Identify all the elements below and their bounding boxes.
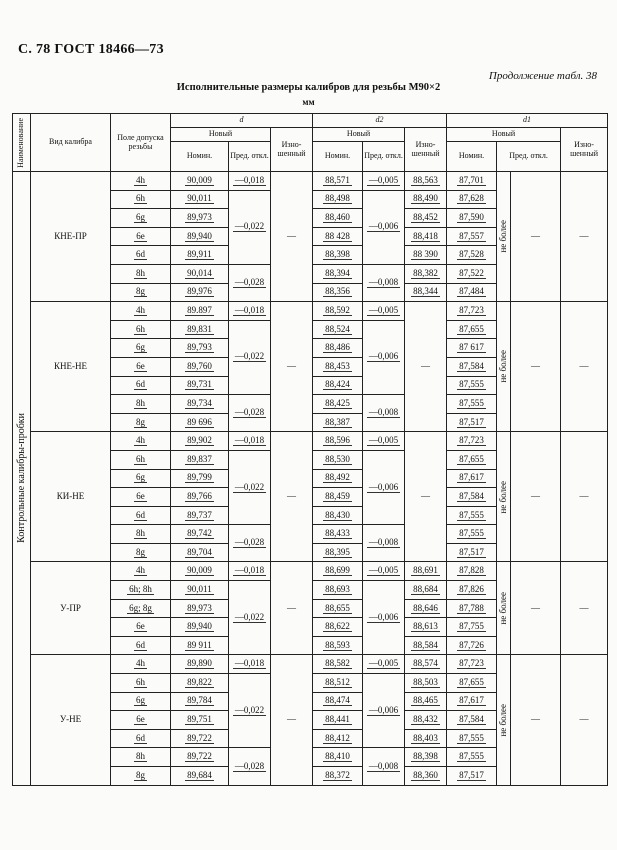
- tolerance-cell: 6e: [111, 357, 171, 376]
- d2-worn-cell: 88,574: [405, 655, 447, 674]
- d-deviation-cell: —0,018: [229, 432, 271, 451]
- d1-nominal-cell: 87,726: [447, 636, 497, 655]
- d1-nominal-cell: 87,723: [447, 655, 497, 674]
- d1-nominal-cell: 87,584: [447, 711, 497, 730]
- d2-worn-cell: 88,684: [405, 581, 447, 600]
- d2-nominal-cell: 88,430: [313, 506, 363, 525]
- d2-nominal-cell: 88,474: [313, 692, 363, 711]
- d2-worn-cell: 88,403: [405, 729, 447, 748]
- tolerance-cell: 6h: [111, 190, 171, 209]
- tolerance-cell: 6g; 8g: [111, 599, 171, 618]
- max-cell: [497, 562, 511, 655]
- d-worn-cell: —: [271, 302, 313, 432]
- tolerance-cell: 4h: [111, 562, 171, 581]
- d-deviation-cell: —0,028: [229, 525, 271, 562]
- tolerance-cell: 6g: [111, 339, 171, 358]
- d1-nominal-cell: 87,655: [447, 320, 497, 339]
- d1-nominal-cell: 87,555: [447, 748, 497, 767]
- d1-new-header: Новый: [447, 128, 561, 142]
- d1-nominal-cell: 87,584: [447, 357, 497, 376]
- d-nominal-cell: 89,734: [171, 395, 229, 414]
- d1-nominal-cell: 87,617: [447, 469, 497, 488]
- d-nominal-cell: 89,760: [171, 357, 229, 376]
- d-nominal-cell: 89,731: [171, 376, 229, 395]
- d2-nominal-cell: 88,425: [313, 395, 363, 414]
- d2-new-header: Новый: [313, 128, 405, 142]
- col-d1-header: d1: [447, 114, 608, 128]
- d2-worn-cell: 88,563: [405, 172, 447, 191]
- col-tol-header: Поле допуска резьбы: [111, 114, 171, 172]
- d1-nominal-cell: 87,517: [447, 767, 497, 786]
- d-nominal-cell: 89,973: [171, 599, 229, 618]
- d2-nominal-cell: 88,356: [313, 283, 363, 302]
- d2-deviation-cell: —0,006: [363, 674, 405, 748]
- d1-nominal-cell: 87,528: [447, 246, 497, 265]
- d1-deviation-cell: —: [511, 432, 561, 562]
- d1-nominal-cell: 87,628: [447, 190, 497, 209]
- tolerance-cell: 4h: [111, 302, 171, 321]
- d2-nominal-cell: 88,530: [313, 450, 363, 469]
- d1-nominal-cell: 87,617: [447, 692, 497, 711]
- d2-worn-cell: 88,465: [405, 692, 447, 711]
- d2-worn-cell: —: [405, 302, 447, 432]
- d2-deviation-cell: —0,006: [363, 320, 405, 394]
- d2-worn-cell: 88,691: [405, 562, 447, 581]
- d1-deviation-cell: —: [511, 562, 561, 655]
- d-deviation-cell: —0,022: [229, 674, 271, 748]
- gauge-type-cell: КНЕ-ПР: [31, 172, 111, 302]
- tolerance-cell: 6h: [111, 320, 171, 339]
- table-row: [13, 655, 608, 674]
- d-nominal-cell: 89,837: [171, 450, 229, 469]
- d1-deviation-cell: —: [511, 655, 561, 785]
- d1-nominal-cell: 87,555: [447, 376, 497, 395]
- d-deviation-cell: —0,018: [229, 172, 271, 191]
- d1-nominal-cell: 87,555: [447, 525, 497, 544]
- d2-deviation-cell: —0,005: [363, 172, 405, 191]
- d-worn-cell: —: [271, 562, 313, 655]
- d1-worn-cell: —: [561, 432, 608, 562]
- d2-worn-cell: 88,613: [405, 618, 447, 637]
- max-cell: [497, 172, 511, 302]
- tolerance-cell: 6e: [111, 618, 171, 637]
- d-nominal-cell: 89,831: [171, 320, 229, 339]
- d1-nominal-cell: 87,826: [447, 581, 497, 600]
- d2-worn-cell: —: [405, 432, 447, 562]
- max-cell: [497, 432, 511, 562]
- tolerance-cell: 6h; 8h: [111, 581, 171, 600]
- d1-nominal-cell: 87,701: [447, 172, 497, 191]
- d2-deviation-cell: —0,008: [363, 748, 405, 785]
- d1-nominal-cell: 87,517: [447, 543, 497, 562]
- d2-worn-cell: 88,503: [405, 674, 447, 693]
- d1-nominal-cell: 87,555: [447, 506, 497, 525]
- d-deviation-cell: —0,028: [229, 395, 271, 432]
- d-nominal-cell: 90,009: [171, 562, 229, 581]
- max-cell: [497, 655, 511, 785]
- d2-worn-cell: 88,398: [405, 748, 447, 767]
- d1-worn-cell: —: [561, 562, 608, 655]
- d-nominal-cell: 89,976: [171, 283, 229, 302]
- d1-nominal-cell: 87,557: [447, 227, 497, 246]
- d2-worn-header: Изно-шенный: [405, 128, 447, 172]
- d1-nominal-cell: 87,655: [447, 674, 497, 693]
- d1-deviation-cell: —: [511, 172, 561, 302]
- tolerance-cell: 8h: [111, 264, 171, 283]
- d2-nominal-cell: 88,459: [313, 488, 363, 507]
- gauge-type-cell: КНЕ-НЕ: [31, 302, 111, 432]
- d-nominal-cell: 89,940: [171, 227, 229, 246]
- d2-worn-cell: 88 390: [405, 246, 447, 265]
- tolerance-cell: 4h: [111, 172, 171, 191]
- gauge-type-cell: У-НЕ: [31, 655, 111, 785]
- d2-dev-header: Пред. откл.: [363, 142, 405, 172]
- tolerance-cell: 6g: [111, 692, 171, 711]
- d2-deviation-cell: —0,005: [363, 432, 405, 451]
- d2-nominal-cell: 88,410: [313, 748, 363, 767]
- d2-deviation-cell: —0,006: [363, 190, 405, 264]
- d-nominal-cell: 89,684: [171, 767, 229, 786]
- d-nominal-cell: 89,722: [171, 729, 229, 748]
- d2-nominal-cell: 88,492: [313, 469, 363, 488]
- d-worn-header: Изно-шенный: [271, 128, 313, 172]
- tolerance-cell: 6e: [111, 227, 171, 246]
- d1-nominal-cell: 87,517: [447, 413, 497, 432]
- d2-nominal-cell: 88,622: [313, 618, 363, 637]
- d2-nominal-cell: 88,486: [313, 339, 363, 358]
- d2-deviation-cell: —0,005: [363, 302, 405, 321]
- tolerance-cell: 6h: [111, 674, 171, 693]
- d-nominal-cell: 89 911: [171, 636, 229, 655]
- d-nominal-cell: 90,011: [171, 190, 229, 209]
- d-new-header: Новый: [171, 128, 271, 142]
- col-d2-header: d2: [313, 114, 447, 128]
- d-nominal-cell: 89,737: [171, 506, 229, 525]
- d2-worn-cell: 88,382: [405, 264, 447, 283]
- tolerance-cell: 6d: [111, 376, 171, 395]
- tolerance-cell: 6g: [111, 209, 171, 228]
- d1-nom-header: Номин.: [447, 142, 497, 172]
- d-nominal-cell: 89,799: [171, 469, 229, 488]
- d2-nominal-cell: 88,453: [313, 357, 363, 376]
- table-body: [13, 172, 608, 786]
- d-nominal-cell: 89,742: [171, 525, 229, 544]
- d-deviation-cell: —0,018: [229, 562, 271, 581]
- d-deviation-cell: —0,018: [229, 302, 271, 321]
- col-name-header: Наименование: [13, 114, 31, 172]
- d2-worn-cell: 88,418: [405, 227, 447, 246]
- d2-worn-cell: 88,646: [405, 599, 447, 618]
- d2-nominal-cell: 88,441: [313, 711, 363, 730]
- gauge-type-cell: У-ПР: [31, 562, 111, 655]
- d2-deviation-cell: —0,006: [363, 450, 405, 524]
- d-deviation-cell: —0,022: [229, 190, 271, 264]
- d-nominal-cell: 89,766: [171, 488, 229, 507]
- d-nom-header: Номин.: [171, 142, 229, 172]
- d2-worn-cell: 88,452: [405, 209, 447, 228]
- d-nominal-cell: 89,704: [171, 543, 229, 562]
- d1-worn-header: Изно-шенный: [561, 128, 608, 172]
- tolerance-cell: 6d: [111, 729, 171, 748]
- d2-deviation-cell: —0,005: [363, 562, 405, 581]
- max-label: не более: [497, 220, 508, 253]
- d2-nominal-cell: 88,596: [313, 432, 363, 451]
- tolerance-cell: 8h: [111, 525, 171, 544]
- d2-worn-cell: 88,432: [405, 711, 447, 730]
- d-nominal-cell: 89,822: [171, 674, 229, 693]
- d1-nominal-cell: 87 617: [447, 339, 497, 358]
- d2-deviation-cell: —0,008: [363, 395, 405, 432]
- d2-nominal-cell: 88,524: [313, 320, 363, 339]
- d1-nominal-cell: 87,522: [447, 264, 497, 283]
- d-nominal-cell: 89,911: [171, 246, 229, 265]
- tolerance-cell: 8g: [111, 543, 171, 562]
- d1-worn-cell: —: [561, 302, 608, 432]
- d1-nominal-cell: 87,484: [447, 283, 497, 302]
- d-nominal-cell: 90,009: [171, 172, 229, 191]
- d2-nominal-cell: 88,387: [313, 413, 363, 432]
- d1-nominal-cell: 87,755: [447, 618, 497, 637]
- tolerance-cell: 8h: [111, 395, 171, 414]
- tolerance-cell: 8g: [111, 283, 171, 302]
- d-nominal-cell: 89,940: [171, 618, 229, 637]
- d1-nominal-cell: 87,723: [447, 432, 497, 451]
- tolerance-cell: 6d: [111, 506, 171, 525]
- d2-nominal-cell: 88,593: [313, 636, 363, 655]
- d2-worn-cell: 88,344: [405, 283, 447, 302]
- d2-worn-cell: 88,490: [405, 190, 447, 209]
- d2-nominal-cell: 88 428: [313, 227, 363, 246]
- d1-nominal-cell: 87,723: [447, 302, 497, 321]
- d2-deviation-cell: —0,008: [363, 525, 405, 562]
- d1-nominal-cell: 87,555: [447, 729, 497, 748]
- page-header: С. 78 ГОСТ 18466—73: [18, 42, 164, 57]
- max-label: не более: [497, 480, 508, 514]
- d2-nominal-cell: 88,394: [313, 264, 363, 283]
- tolerance-cell: 8h: [111, 748, 171, 767]
- d2-nominal-cell: 88,699: [313, 562, 363, 581]
- d-nominal-cell: 90,014: [171, 264, 229, 283]
- d1-deviation-cell: —: [511, 302, 561, 432]
- d2-nominal-cell: 88,571: [313, 172, 363, 191]
- d2-worn-cell: 88,584: [405, 636, 447, 655]
- d2-nominal-cell: 88,395: [313, 543, 363, 562]
- d-worn-cell: —: [271, 172, 313, 302]
- table-title: Исполнительные размеры калибров для резьбы М90×2: [176, 82, 441, 93]
- d2-nominal-cell: 88,433: [313, 525, 363, 544]
- col-type-header: Вид калибра: [31, 114, 111, 172]
- d1-nominal-cell: 87,584: [447, 488, 497, 507]
- table-row: [13, 432, 608, 451]
- table-row: [13, 562, 608, 581]
- gauge-type-cell: КИ-НЕ: [31, 432, 111, 562]
- table-row: [13, 172, 608, 191]
- d-nominal-cell: 89,890: [171, 655, 229, 674]
- max-label: не более: [497, 703, 508, 737]
- col-d-header: d: [171, 114, 313, 128]
- d-nominal-cell: 89 696: [171, 413, 229, 432]
- d-nominal-cell: 89,784: [171, 692, 229, 711]
- tolerance-cell: 6d: [111, 246, 171, 265]
- d2-deviation-cell: —0,006: [363, 581, 405, 655]
- d1-nominal-cell: 87,555: [447, 395, 497, 414]
- max-label: не более: [497, 592, 508, 625]
- d1-worn-cell: —: [561, 172, 608, 302]
- d2-nominal-cell: 88,693: [313, 581, 363, 600]
- d-worn-cell: —: [271, 655, 313, 785]
- d2-nominal-cell: 88,460: [313, 209, 363, 228]
- d2-nominal-cell: 88,498: [313, 190, 363, 209]
- d2-worn-cell: 88,360: [405, 767, 447, 786]
- d2-nominal-cell: 88,372: [313, 767, 363, 786]
- tolerance-cell: 4h: [111, 655, 171, 674]
- d2-nominal-cell: 88,582: [313, 655, 363, 674]
- d-nominal-cell: 89.897: [171, 302, 229, 321]
- d1-worn-cell: —: [561, 655, 608, 785]
- max-cell: [497, 302, 511, 432]
- d-deviation-cell: —0,022: [229, 450, 271, 524]
- d-nominal-cell: 90,011: [171, 581, 229, 600]
- tolerance-cell: 8g: [111, 767, 171, 786]
- d2-nominal-cell: 88,592: [313, 302, 363, 321]
- d1-dev-header: Пред. откл.: [497, 142, 561, 172]
- d-deviation-cell: —0,022: [229, 320, 271, 394]
- d2-nominal-cell: 88,512: [313, 674, 363, 693]
- d2-deviation-cell: —0,008: [363, 264, 405, 301]
- d-nominal-cell: 89,722: [171, 748, 229, 767]
- max-label: не более: [497, 350, 508, 383]
- d1-nominal-cell: 87,788: [447, 599, 497, 618]
- tolerance-cell: 6g: [111, 469, 171, 488]
- d-deviation-cell: —0,018: [229, 655, 271, 674]
- tolerance-cell: 6d: [111, 636, 171, 655]
- d2-nominal-cell: 88,655: [313, 599, 363, 618]
- d2-nom-header: Номин.: [313, 142, 363, 172]
- d1-nominal-cell: 87,590: [447, 209, 497, 228]
- d-nominal-cell: 89,793: [171, 339, 229, 358]
- tolerance-cell: 6e: [111, 711, 171, 730]
- d2-nominal-cell: 88,398: [313, 246, 363, 265]
- tolerance-cell: 6e: [111, 488, 171, 507]
- d2-nominal-cell: 88,424: [313, 376, 363, 395]
- d-dev-header: Пред. откл.: [229, 142, 271, 172]
- d-nominal-cell: 89,902: [171, 432, 229, 451]
- gauge-dimensions-table: [12, 113, 608, 786]
- tolerance-cell: 6h: [111, 450, 171, 469]
- table-row: [13, 302, 608, 321]
- d1-nominal-cell: 87,828: [447, 562, 497, 581]
- tolerance-cell: 4h: [111, 432, 171, 451]
- d2-nominal-cell: 88,412: [313, 729, 363, 748]
- continuation-label: Продолжение табл. 38: [488, 70, 597, 82]
- d-deviation-cell: —0,022: [229, 581, 271, 655]
- d2-deviation-cell: —0,005: [363, 655, 405, 674]
- unit-label: мм: [302, 97, 315, 107]
- d-deviation-cell: —0,028: [229, 264, 271, 301]
- category-cell: [13, 172, 31, 786]
- category-label: Контрольные калибры-пробки: [16, 413, 27, 544]
- d-nominal-cell: 89,973: [171, 209, 229, 228]
- d1-nominal-cell: 87,655: [447, 450, 497, 469]
- d-deviation-cell: —0,028: [229, 748, 271, 785]
- d-nominal-cell: 89,751: [171, 711, 229, 730]
- d-worn-cell: —: [271, 432, 313, 562]
- tolerance-cell: 8g: [111, 413, 171, 432]
